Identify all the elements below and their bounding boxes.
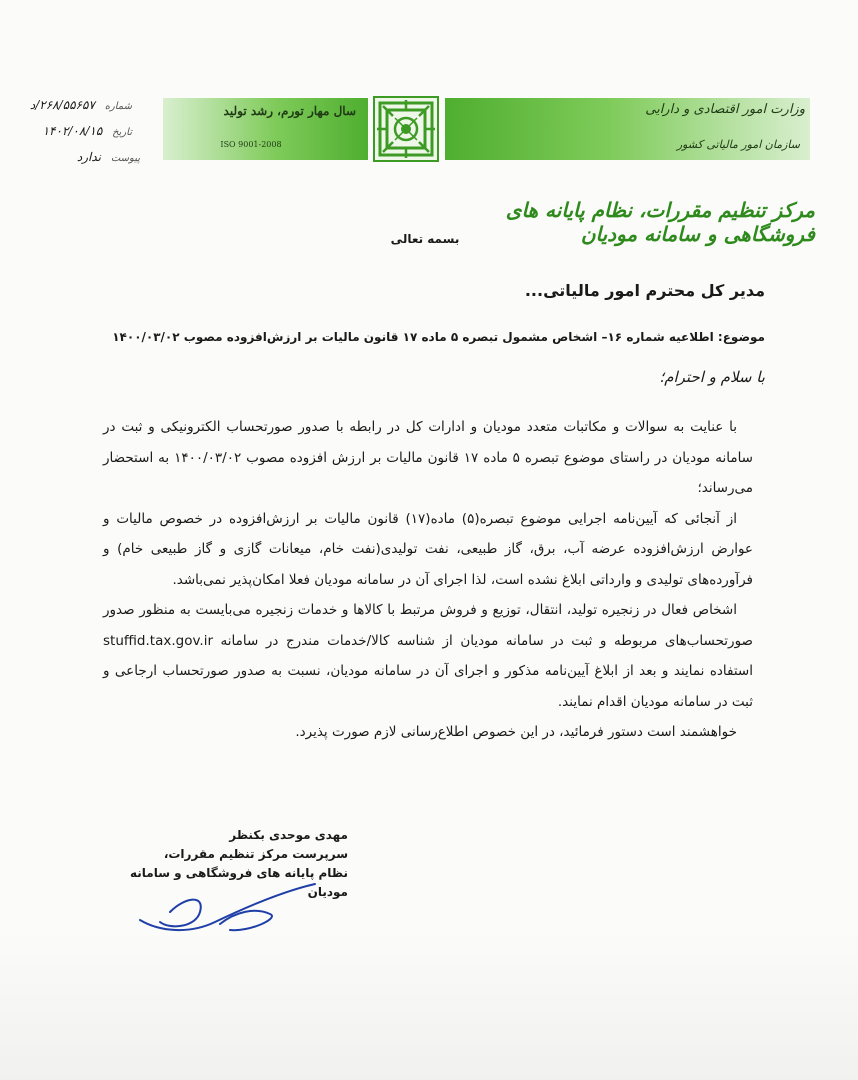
year-slogan: سال مهار تورم، رشد تولید [223, 104, 356, 118]
tax-organization-emblem-icon [373, 96, 439, 162]
letter-number-label: شماره [104, 101, 132, 112]
body-paragraph-3: اشخاص فعال در زنجیره تولید، انتقال، توزیع و فروش مرتبط با کالاها و خدمات زنجیره می‌بایست به منظور صدور صورتحساب‌های مربوطه و ثبت در سامانه مودیان از شناسه کالا/خدمات مندرج در سامانه stuffid.tax.gov.ir استفاده نمایند و بعد از ابلاغ آیین‌نامه مذکور و اجرای آن در سامانه مودیان، نسبت به صدور صورتحساب ارجاعی و ثبت در سامانه مودیان اقدام نمایند. [103, 602, 753, 710]
body-paragraph-2: از آنجائی که آیین‌نامه اجرایی موضوع تبصره(۵) ماده(۱۷) قانون مالیات بر ارزش‌افزوده در خصوص مالیات و عوارض ارزش‌افزوده عرضه آب، برق، گاز طبیعی، نفت تولیدی(نفت خام، میعانات گازی و گاز طبیعی خام) و فرآورده‌های تولیدی و وارداتی ابلاغ نشده است، لذا اجرای آن در سامانه مودیان فعلا امکان‌پذیر نمی‌باشد. [103, 510, 753, 588]
page-shadow [0, 930, 858, 1080]
signatory-name: مهدی موحدی بکنظر [229, 828, 348, 842]
letter-date [20, 124, 132, 138]
letter-date-value: ۱۴۰۲/۰۸/۱۵ [42, 124, 103, 138]
signatory-title-2: نظام پایانه های فروشگاهی و سامانه مودیان [129, 866, 348, 899]
organization-name: سازمان امور مالیاتی کشور [676, 138, 800, 151]
iso-certificate: ISO 9001-2008 [220, 140, 282, 149]
subject-line: موضوع: اطلاعیه شماره ۱۶– اشخاص مشمول تبصره ۵ ماده ۱۷ قانون مالیات بر ارزش‌افزوده مصوب ۱۴۰۰/۰۳/۰۲ [112, 330, 765, 344]
handwritten-signature-icon [130, 872, 330, 942]
signatory-title-1: سرپرست مرکز تنظیم مقررات، [163, 847, 348, 861]
letter-body [103, 412, 753, 748]
addressee: مدیر کل محترم امور مالیاتی... [524, 281, 765, 300]
letter-attachment-label: پیوست [110, 153, 140, 164]
ministry-name: وزارت امور اقتصادی و دارایی [645, 102, 805, 117]
letter-number [20, 98, 132, 112]
body-paragraph-4: خواهشمند است دستور فرمائید، در این خصوص اطلاع‌رسانی لازم صورت پذیرد. [295, 724, 737, 740]
greeting: با سلام و احترام؛ [659, 368, 765, 386]
letter-date-label: تاریخ [112, 127, 132, 138]
letter-attachment-value: ندارد [76, 150, 101, 164]
center-name-heading: مرکز تنظیم مقررات، نظام پایانه های فروشگاهی و سامانه مودیان [505, 198, 815, 246]
letter-attachment [20, 150, 140, 164]
basmala: بسمه تعالی [390, 232, 460, 246]
body-paragraph-1: با عنایت به سوالات و مکاتبات متعدد مودیان و ادارات کل در رابطه با صدور صورتحساب الکترونیکی و ثبت در سامانه مودیان در راستای موضوع تبصره ۵ ماده ۱۷ قانون مالیات بر ارزش افزوده مصوب ۱۴۰۰/۰۳/۰۲ به استحضار می‌رساند؛ [103, 419, 753, 496]
letter-number-value: ۲۶۸/۵۵۶۵۷/د [29, 98, 95, 112]
